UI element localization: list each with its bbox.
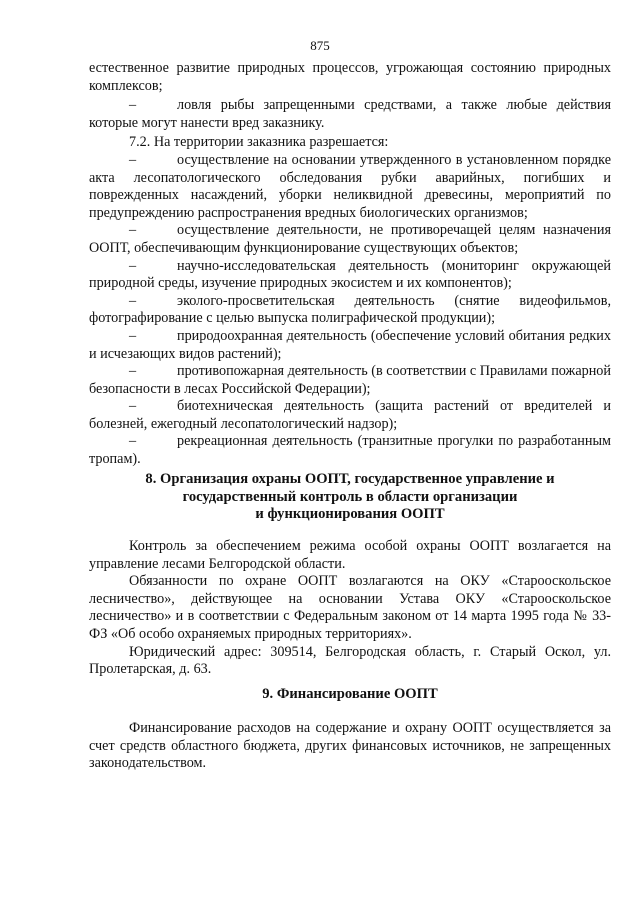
section-8-heading-line3: и функционирования ООПТ <box>255 506 445 523</box>
page-number: 875 <box>310 38 330 53</box>
list-item <box>89 328 611 363</box>
list-item <box>89 293 611 328</box>
section-8-heading-line2: государственный контроль в области организации <box>182 488 518 505</box>
list-item-text: биотехническая деятельность (защита растений от вредителей и болезней, ежегодный лесопатологический надзор); <box>89 398 611 432</box>
list-item-text: противопожарная деятельность (в соответствии с Правилами пожарной безопасности в лесах Российской Федерации); <box>89 363 611 397</box>
section-9-heading: 9. Финансирование ООПТ <box>262 686 438 702</box>
list-item-text: природоохранная деятельность (обеспечение условий обитания редких и исчезающих видов растений); <box>89 327 611 362</box>
list-item-text: осуществление на основании утвержденного в установленном порядке акта лесопатологического обследования рубки аварийных, погибших и поврежденных насаждений, уборки неликвидной древесины, мероприятий по предупреждению распространения вредных биологических организмов; <box>89 151 611 221</box>
list-item <box>89 152 611 222</box>
continued-paragraph: естественное развитие природных процессов, угрожающая состоянию природных комплексов; <box>89 60 611 94</box>
dash-marker: – <box>129 151 137 168</box>
list-item <box>89 398 611 433</box>
dash-marker: – <box>129 398 137 415</box>
section-8-heading <box>89 471 611 524</box>
section-9-heading-block <box>89 686 611 704</box>
continued-text-block <box>89 60 611 469</box>
list-item-fishing <box>89 97 611 132</box>
dash-marker: – <box>129 292 137 309</box>
list-item <box>89 363 611 398</box>
list-item <box>89 222 611 257</box>
dash-marker: – <box>129 97 137 114</box>
section-9-body <box>89 720 611 773</box>
dash-marker: – <box>129 257 137 274</box>
dash-marker: – <box>129 222 137 239</box>
list-item-text: рекреационная деятельность (транзитные прогулки по разработанным тропам). <box>89 433 611 468</box>
dash-marker: – <box>129 433 137 450</box>
section-7-2-heading: 7.2. На территории заказника разрешается: <box>129 134 389 151</box>
section-8-paragraph: Юридический адрес: 309514, Белгородская область, г. Старый Оскол, ул. Пролетарская, д. 63. <box>89 643 611 678</box>
list-item-text: осуществление деятельности, не противоречащей целям назначения ООПТ, обеспечивающим функционирование существующих объектов; <box>89 222 611 256</box>
list-item-text: научно-исследовательская деятельность (мониторинг окружающей природной среды, изучение природных экосистем и их компонентов); <box>89 257 611 292</box>
section-8-body <box>89 538 611 679</box>
list-item <box>89 433 611 468</box>
section-8-paragraph: Обязанности по охране ООПТ возлагаются на ОКУ «Старооскольское лесничество», действующее на основании Устава ОКУ «Старооскольское лесничество» и в соответствии с Федеральным законом от 14 марта 1995 года № 33-ФЗ «Об особо охраняемых природных территориях». <box>89 573 611 642</box>
dash-marker: – <box>129 327 137 344</box>
section-8-paragraph: Контроль за обеспечением режима особой охраны ООПТ возлагается на управление лесами Белгородской области. <box>89 538 611 572</box>
section-8-heading-line1: 8. Организация охраны ООПТ, государственное управление и <box>145 471 555 487</box>
dash-marker: – <box>129 363 137 380</box>
list-item-text: эколого-просветительская деятельность (снятие видеофильмов, фотографирование с целью выпуска полиграфической продукции); <box>89 292 611 327</box>
section-9-paragraph: Финансирование расходов на содержание и охрану ООПТ осуществляется за счет средств областного бюджета, других финансовых источников, не запрещенных законодательством. <box>89 720 611 772</box>
list-item <box>89 258 611 293</box>
list-item-text: ловля рыбы запрещенными средствами, а также любые действия которые могут нанести вред заказнику. <box>89 97 611 131</box>
